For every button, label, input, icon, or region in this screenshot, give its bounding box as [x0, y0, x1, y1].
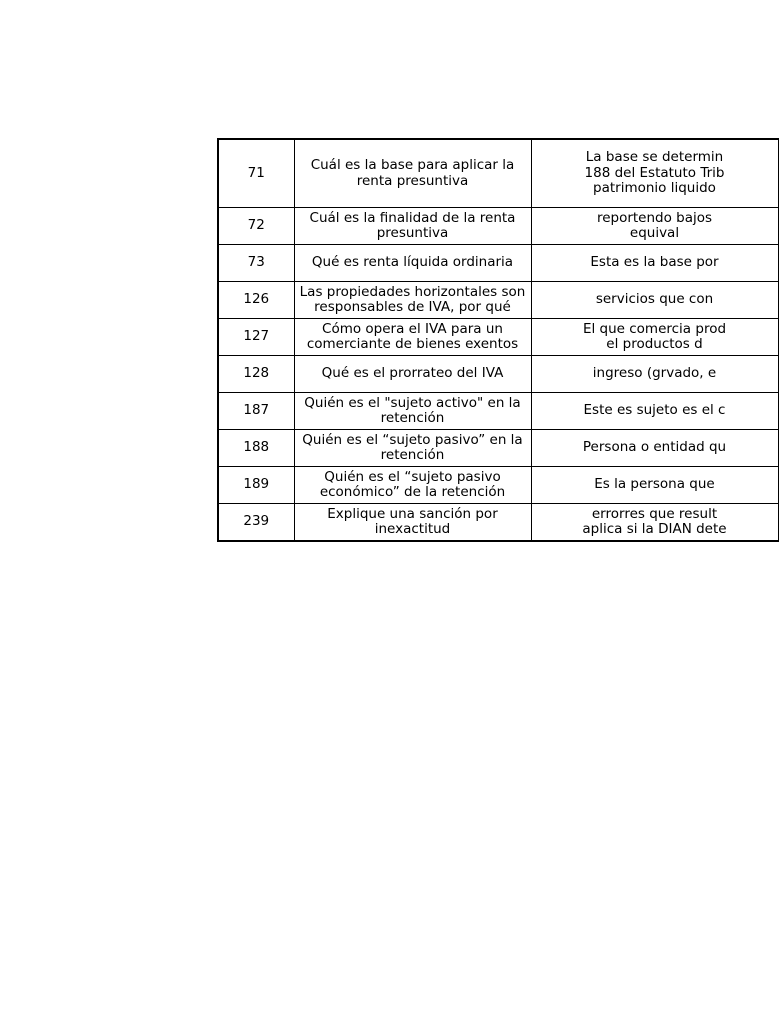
question-cell: Qué es el prorrateo del IVA	[294, 356, 531, 393]
answer-line: el productos d	[606, 336, 703, 352]
row-number: 189	[218, 467, 294, 504]
question-cell: Quién es el "sujeto activo" en la retención	[294, 393, 531, 430]
table-row	[218, 467, 778, 504]
question-cell: Quién es el “sujeto pasivo” en la retención	[294, 430, 531, 467]
answer-line: reportendo bajos	[596, 209, 713, 226]
row-number: 73	[218, 245, 294, 282]
table-row	[218, 245, 778, 282]
table-row	[218, 139, 778, 208]
questions-table	[217, 138, 779, 542]
row-number: 187	[218, 393, 294, 430]
answer-line: El que comercia prod	[582, 320, 727, 337]
question-cell: Cuál es la finalidad de la renta presuntiva	[294, 208, 531, 245]
answer-cell	[531, 282, 778, 319]
answer-line: Esta es la base por	[590, 254, 719, 271]
answer-line: La base se determin	[585, 149, 724, 166]
row-number: 128	[218, 356, 294, 393]
answer-cell	[531, 139, 778, 208]
answer-cell	[531, 430, 778, 467]
table-row	[218, 208, 778, 245]
table-row	[218, 356, 778, 393]
answer-line: ingreso (grvado, e	[592, 365, 717, 382]
answer-line: equival	[629, 225, 680, 241]
answer-cell	[531, 393, 778, 430]
answer-line: patrimonio liquido	[593, 180, 716, 197]
table-row	[218, 430, 778, 467]
row-number: 126	[218, 282, 294, 319]
answer-cell	[531, 245, 778, 282]
answer-cell	[531, 208, 778, 245]
row-number: 71	[218, 139, 294, 208]
answer-line: servicios que con	[595, 291, 714, 308]
table-row	[218, 319, 778, 356]
row-number: 72	[218, 208, 294, 245]
question-cell: Cómo opera el IVA para un comerciante de bienes exentos	[294, 319, 531, 356]
question-cell: Cuál es la base para aplicar la renta presuntiva	[294, 139, 531, 208]
question-cell: Las propiedades horizontales son responsables de IVA, por qué	[294, 282, 531, 319]
answer-line: errorres que result	[591, 505, 718, 522]
question-cell: Quién es el “sujeto pasivo económico” de la retención	[294, 467, 531, 504]
row-number: 127	[218, 319, 294, 356]
table-row	[218, 282, 778, 319]
answer-line: Este es sujeto es el c	[583, 402, 726, 419]
answer-cell	[531, 504, 778, 542]
table-row	[218, 393, 778, 430]
answer-line: 188 del Estatuto Trib	[584, 164, 725, 181]
answer-line: Persona o entidad qu	[582, 439, 727, 456]
row-number: 239	[218, 504, 294, 542]
question-cell: Qué es renta líquida ordinaria	[294, 245, 531, 282]
answer-line: Es la persona que	[594, 476, 715, 493]
table-row	[218, 504, 778, 542]
answer-line: aplica si la DIAN dete	[582, 521, 727, 537]
answer-cell	[531, 356, 778, 393]
answer-cell	[531, 467, 778, 504]
answer-cell	[531, 319, 778, 356]
question-cell: Explique una sanción por inexactitud	[294, 504, 531, 542]
spreadsheet-viewport	[217, 138, 727, 538]
row-number: 188	[218, 430, 294, 467]
